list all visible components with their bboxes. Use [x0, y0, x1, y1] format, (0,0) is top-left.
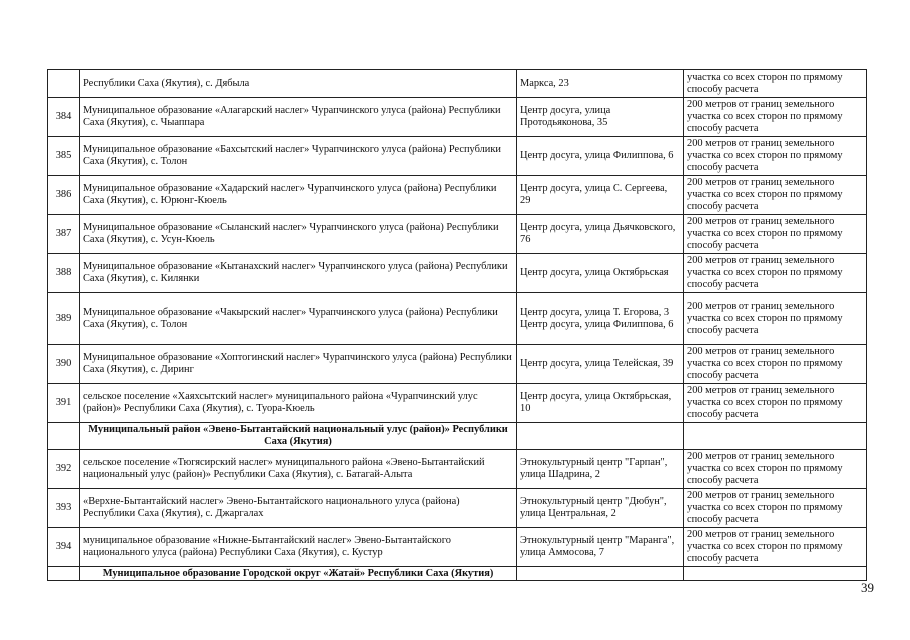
municipality-name: муниципальное образование «Нижне-Бытантайский наслег» Эвено-Бытантайского национального улуса (района) Республики Саха (Якутия), с. Кустур [80, 528, 517, 567]
zone-description: 200 метров от границ земельного участка со всех сторон по прямому способу расчета [684, 215, 867, 254]
facilities-table [47, 69, 867, 581]
municipality-name: Муниципальное образование «Бахсытский наслег» Чурапчинского улуса (района) Республики Саха (Якутия), с. Толон [80, 137, 517, 176]
municipality-name: сельское поселение «Хаяхсытский наслег» муниципального района «Чурапчинский улус (район)» Республики Саха (Якутия), с. Туора-Кюель [80, 384, 517, 423]
zone-description: 200 метров от границ земельного участка со всех сторон по прямому способу расчета [684, 450, 867, 489]
municipality-name: сельское поселение «Тюгясирский наслег» муниципального района «Эвено-Бытантайский национальный улус (район)» Республики Саха (Якутия), с. Батагай-Алыта [80, 450, 517, 489]
zone-description: 200 метров от границ земельного участка со всех сторон по прямому способу расчета [684, 137, 867, 176]
table-row [48, 254, 867, 293]
facility-address: Центр досуга, улица Октябрьская [517, 254, 684, 293]
municipality-name: Республики Саха (Якутия), с. Дябыла [80, 70, 517, 98]
table-row [48, 70, 867, 98]
table-row [48, 293, 867, 345]
page-number: 39 [861, 580, 874, 595]
municipality-name: Муниципальное образование «Сыланский наслег» Чурапчинского улуса (района) Республики Саха (Якутия), с. Усун-Кюель [80, 215, 517, 254]
zone-description: участка со всех сторон по прямому способу расчета [684, 70, 867, 98]
row-number: 394 [48, 528, 80, 567]
section-header: Муниципальный район «Эвено-Бытантайский национальный улус (район)» Республики Саха (Якутия) [80, 423, 517, 450]
row-number: 387 [48, 215, 80, 254]
row-number: 392 [48, 450, 80, 489]
row-number: 390 [48, 345, 80, 384]
municipality-name: Муниципальное образование «Хадарский наслег» Чурапчинского улуса (района) Республики Саха (Якутия), с. Юрюнг-Кюель [80, 176, 517, 215]
table-row [48, 528, 867, 567]
facility-address [517, 293, 684, 345]
facility-address: Центр досуга, улица С. Сергеева, 29 [517, 176, 684, 215]
municipality-name: Муниципальное образование «Алагарский наслег» Чурапчинского улуса (района) Республики Саха (Якутия), с. Чыаппара [80, 98, 517, 137]
section-header: Муниципальное образование Городской округ «Жатай» Республики Саха (Якутия) [80, 567, 517, 581]
facility-address: Этнокультурный центр "Гарпан", улица Шадрина, 2 [517, 450, 684, 489]
municipality-name: Муниципальное образование «Чакырский наслег» Чурапчинского улуса (района) Республики Саха (Якутия), с. Толон [80, 293, 517, 345]
zone-description: 200 метров от границ земельного участка со всех сторон по прямому способу расчета [684, 254, 867, 293]
municipality-name: «Верхне-Бытантайский наслег» Эвено-Бытантайского национального улуса (района) Республики Саха (Якутия), с. Джаргалах [80, 489, 517, 528]
section-header-row [48, 567, 867, 581]
zone-description: 200 метров от границ земельного участка со всех сторон по прямому способу расчета [684, 293, 867, 345]
section-header-row [48, 423, 867, 450]
table-row [48, 137, 867, 176]
table-row [48, 384, 867, 423]
facility-address: Центр досуга, улица Протодьяконова, 35 [517, 98, 684, 137]
zone-description: 200 метров от границ земельного участка со всех сторон по прямому способу расчета [684, 345, 867, 384]
zone-description: 200 метров от границ земельного участка со всех сторон по прямому способу расчета [684, 176, 867, 215]
facility-address: Центр досуга, улица Октябрьская, 10 [517, 384, 684, 423]
row-number: 393 [48, 489, 80, 528]
table-row [48, 489, 867, 528]
table-row [48, 215, 867, 254]
municipality-name: Муниципальное образование «Хоптогинский наслег» Чурапчинского улуса (района) Республики Саха (Якутия), с. Диринг [80, 345, 517, 384]
facility-address: Центр досуга, улица Филиппова, 6 [517, 137, 684, 176]
zone-description: 200 метров от границ земельного участка со всех сторон по прямому способу расчета [684, 384, 867, 423]
row-number: 385 [48, 137, 80, 176]
row-number: 389 [48, 293, 80, 345]
row-number: 388 [48, 254, 80, 293]
table-row [48, 450, 867, 489]
facility-address-line: Центр досуга, улица Т. Егорова, 3 [520, 306, 670, 318]
row-number [48, 70, 80, 98]
facility-address: Маркса, 23 [517, 70, 684, 98]
facility-address: Этнокультурный центр "Дюбун", улица Центральная, 2 [517, 489, 684, 528]
facility-address: Центр досуга, улица Дьячковского, 76 [517, 215, 684, 254]
facility-address-line: Центр досуга, улица Филиппова, 6 [520, 318, 674, 330]
row-number: 386 [48, 176, 80, 215]
table-row [48, 98, 867, 137]
table-row [48, 176, 867, 215]
facility-address: Этнокультурный центр "Маранга", улица Аммосова, 7 [517, 528, 684, 567]
zone-description: 200 метров от границ земельного участка со всех сторон по прямому способу расчета [684, 489, 867, 528]
zone-description: 200 метров от границ земельного участка со всех сторон по прямому способу расчета [684, 98, 867, 137]
municipality-name: Муниципальное образование «Кытанахский наслег» Чурапчинского улуса (района) Республики Саха (Якутия), с. Килянки [80, 254, 517, 293]
zone-description: 200 метров от границ земельного участка со всех сторон по прямому способу расчета [684, 528, 867, 567]
facility-address: Центр досуга, улица Телейская, 39 [517, 345, 684, 384]
row-number: 384 [48, 98, 80, 137]
row-number: 391 [48, 384, 80, 423]
table-row [48, 345, 867, 384]
